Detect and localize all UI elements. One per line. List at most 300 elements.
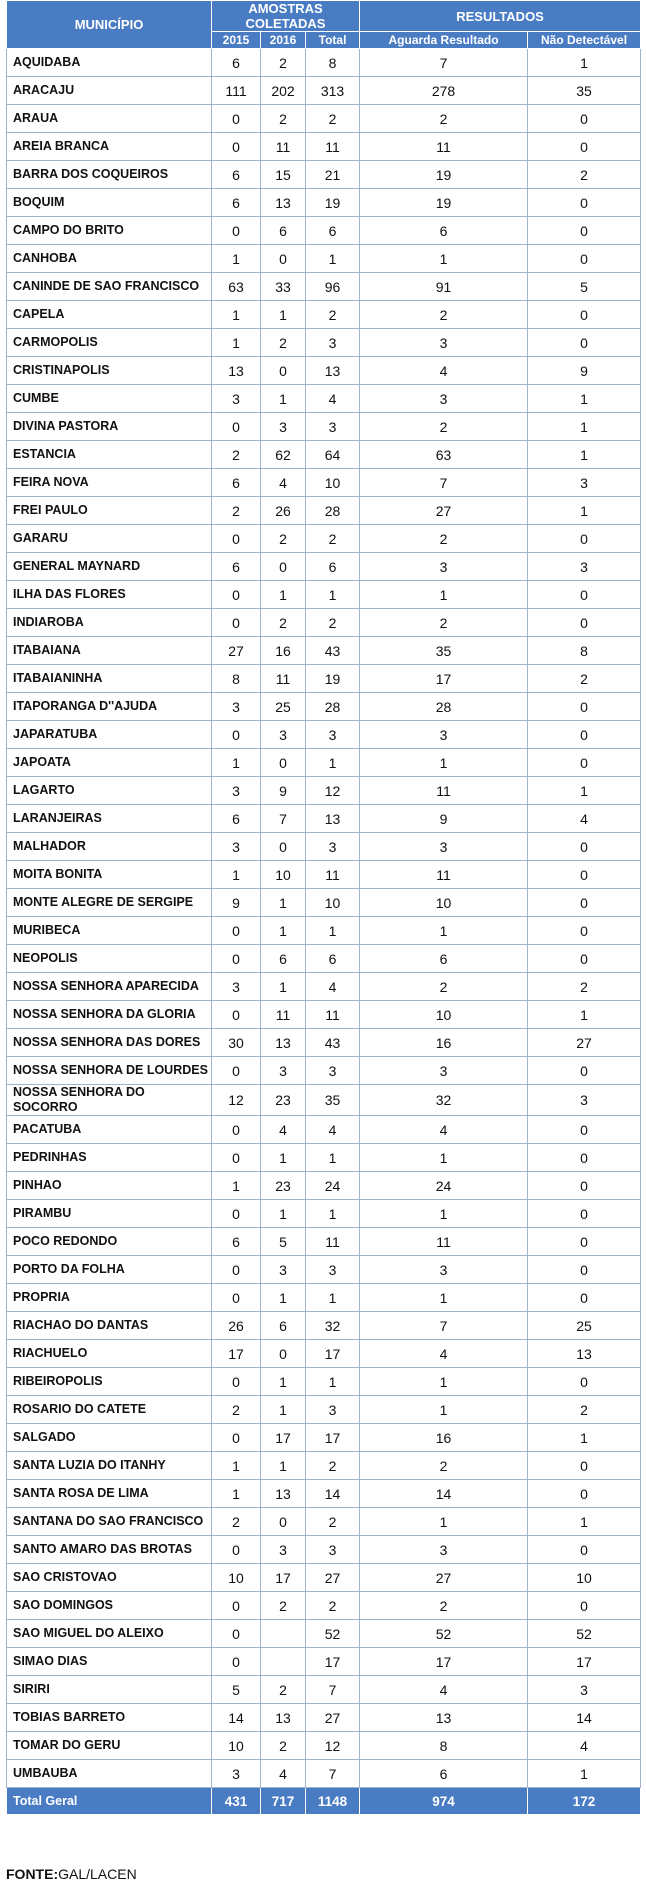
- cell-total: 3: [306, 413, 360, 441]
- cell-v2015: 3: [212, 777, 261, 805]
- cell-nao-detectavel: 4: [528, 1732, 641, 1760]
- cell-v2016: 3: [261, 413, 306, 441]
- table-row: [7, 749, 641, 777]
- cell-nao-detectavel: 0: [528, 525, 641, 553]
- cell-total: 1: [306, 1200, 360, 1228]
- cell-nao-detectavel: 13: [528, 1340, 641, 1368]
- table-row: [7, 273, 641, 301]
- cell-v2016: 4: [261, 469, 306, 497]
- cell-v2016: 202: [261, 77, 306, 105]
- cell-total: 1: [306, 1368, 360, 1396]
- cell-name: BOQUIM: [7, 189, 212, 217]
- cell-v2015: 0: [212, 721, 261, 749]
- cell-name: MONTE ALEGRE DE SERGIPE: [7, 889, 212, 917]
- cell-nao-detectavel: 27: [528, 1029, 641, 1057]
- table-row: [7, 553, 641, 581]
- cell-total: 28: [306, 693, 360, 721]
- cell-nao-detectavel: 0: [528, 1480, 641, 1508]
- table-row: [7, 1144, 641, 1172]
- cell-aguarda: 3: [360, 721, 528, 749]
- cell-nao-detectavel: 10: [528, 1564, 641, 1592]
- header-total: Total: [306, 32, 360, 49]
- cell-aguarda: 3: [360, 1536, 528, 1564]
- cell-name: CARMOPOLIS: [7, 329, 212, 357]
- cell-name: ITABAIANA: [7, 637, 212, 665]
- cell-v2015: 3: [212, 1760, 261, 1788]
- cell-v2016: 6: [261, 945, 306, 973]
- table-row: [7, 1368, 641, 1396]
- cell-name: NOSSA SENHORA DAS DORES: [7, 1029, 212, 1057]
- cell-v2015: 0: [212, 1592, 261, 1620]
- cell-total: 64: [306, 441, 360, 469]
- table-row: [7, 301, 641, 329]
- cell-name: TOMAR DO GERU: [7, 1732, 212, 1760]
- cell-name: CRISTINAPOLIS: [7, 357, 212, 385]
- cell-nao-detectavel: 0: [528, 693, 641, 721]
- table-row: [7, 833, 641, 861]
- cell-v2015: 0: [212, 1620, 261, 1648]
- cell-v2016: 13: [261, 1480, 306, 1508]
- cell-aguarda: 16: [360, 1424, 528, 1452]
- cell-aguarda: 4: [360, 1340, 528, 1368]
- cell-v2016: 1: [261, 1368, 306, 1396]
- cell-total: 2: [306, 105, 360, 133]
- cell-aguarda: 11: [360, 1228, 528, 1256]
- cell-name: FEIRA NOVA: [7, 469, 212, 497]
- cell-v2015: 2: [212, 441, 261, 469]
- cell-nao-detectavel: 4: [528, 805, 641, 833]
- cell-nao-detectavel: 0: [528, 105, 641, 133]
- cell-v2015: 0: [212, 1057, 261, 1085]
- cell-aguarda: 52: [360, 1620, 528, 1648]
- source-note: [6, 1866, 137, 1882]
- cell-total: 6: [306, 553, 360, 581]
- cell-aguarda: 11: [360, 861, 528, 889]
- table-row: [7, 1228, 641, 1256]
- cell-name: SAO CRISTOVAO: [7, 1564, 212, 1592]
- cell-v2016: 11: [261, 1001, 306, 1029]
- footer-2016: 717: [261, 1788, 306, 1815]
- table-body: [7, 49, 641, 1788]
- cell-nao-detectavel: 0: [528, 1592, 641, 1620]
- cell-v2016: 2: [261, 1676, 306, 1704]
- cell-total: 28: [306, 497, 360, 525]
- cell-total: 3: [306, 1396, 360, 1424]
- cell-aguarda: 10: [360, 1001, 528, 1029]
- table-row: [7, 1085, 641, 1116]
- cell-total: 2: [306, 1452, 360, 1480]
- cell-nao-detectavel: 0: [528, 1144, 641, 1172]
- footer-nao-detectavel: 172: [528, 1788, 641, 1815]
- cell-aguarda: 1: [360, 749, 528, 777]
- header-aguarda-resultado: Aguarda Resultado: [360, 32, 528, 49]
- table-row: [7, 1676, 641, 1704]
- cell-name: SALGADO: [7, 1424, 212, 1452]
- cell-name: SIMAO DIAS: [7, 1648, 212, 1676]
- cell-nao-detectavel: 0: [528, 1116, 641, 1144]
- cell-total: 3: [306, 1057, 360, 1085]
- cell-aguarda: 1: [360, 1508, 528, 1536]
- cell-nao-detectavel: 1: [528, 497, 641, 525]
- cell-name: SANTA ROSA DE LIMA: [7, 1480, 212, 1508]
- cell-name: ITABAIANINHA: [7, 665, 212, 693]
- cell-total: 21: [306, 161, 360, 189]
- cell-v2015: 17: [212, 1340, 261, 1368]
- cell-v2016: 26: [261, 497, 306, 525]
- cell-nao-detectavel: 1: [528, 777, 641, 805]
- table-row: [7, 1172, 641, 1200]
- cell-name: BARRA DOS COQUEIROS: [7, 161, 212, 189]
- cell-aguarda: 27: [360, 497, 528, 525]
- cell-total: 3: [306, 721, 360, 749]
- footer-aguarda: 974: [360, 1788, 528, 1815]
- cell-nao-detectavel: 0: [528, 1368, 641, 1396]
- cell-v2015: 0: [212, 1368, 261, 1396]
- cell-v2016: 1: [261, 385, 306, 413]
- cell-v2016: 5: [261, 1228, 306, 1256]
- cell-total: 2: [306, 1592, 360, 1620]
- cell-aguarda: 63: [360, 441, 528, 469]
- source-value: GAL/LACEN: [58, 1866, 137, 1882]
- table-row: [7, 1340, 641, 1368]
- cell-aguarda: 2: [360, 1592, 528, 1620]
- cell-v2016: 6: [261, 1312, 306, 1340]
- cell-v2016: 3: [261, 1057, 306, 1085]
- table-row: [7, 637, 641, 665]
- cell-aguarda: 9: [360, 805, 528, 833]
- cell-aguarda: 4: [360, 1116, 528, 1144]
- cell-aguarda: 17: [360, 1648, 528, 1676]
- table-row: [7, 217, 641, 245]
- cell-aguarda: 32: [360, 1085, 528, 1116]
- cell-v2015: 0: [212, 609, 261, 637]
- cell-aguarda: 1: [360, 1144, 528, 1172]
- cell-v2016: 0: [261, 1340, 306, 1368]
- cell-total: 11: [306, 1228, 360, 1256]
- cell-aguarda: 7: [360, 49, 528, 77]
- cell-v2016: 1: [261, 1396, 306, 1424]
- cell-v2015: 1: [212, 1172, 261, 1200]
- cell-aguarda: 8: [360, 1732, 528, 1760]
- cell-v2016: 4: [261, 1116, 306, 1144]
- cell-aguarda: 3: [360, 1057, 528, 1085]
- cell-nao-detectavel: 35: [528, 77, 641, 105]
- cell-v2016: 13: [261, 1704, 306, 1732]
- cell-v2016: 11: [261, 133, 306, 161]
- cell-v2015: 0: [212, 217, 261, 245]
- table-row: [7, 609, 641, 637]
- cell-total: 27: [306, 1704, 360, 1732]
- cell-nao-detectavel: 0: [528, 833, 641, 861]
- cell-v2015: 9: [212, 889, 261, 917]
- cell-aguarda: 27: [360, 1564, 528, 1592]
- cell-v2016: 0: [261, 833, 306, 861]
- cell-nao-detectavel: 0: [528, 189, 641, 217]
- table-row: [7, 805, 641, 833]
- cell-nao-detectavel: 0: [528, 581, 641, 609]
- cell-aguarda: 3: [360, 1256, 528, 1284]
- cell-v2016: 2: [261, 105, 306, 133]
- cell-v2016: 1: [261, 1200, 306, 1228]
- cell-total: 19: [306, 665, 360, 693]
- cell-name: AQUIDABA: [7, 49, 212, 77]
- footer-total: 1148: [306, 1788, 360, 1815]
- cell-total: 35: [306, 1085, 360, 1116]
- table-row: [7, 861, 641, 889]
- cell-v2016: 1: [261, 1144, 306, 1172]
- cell-total: 4: [306, 1116, 360, 1144]
- cell-nao-detectavel: 52: [528, 1620, 641, 1648]
- cell-v2016: 2: [261, 329, 306, 357]
- cell-aguarda: 4: [360, 357, 528, 385]
- cell-v2016: 2: [261, 1592, 306, 1620]
- table-row: [7, 777, 641, 805]
- header-2015: 2015: [212, 32, 261, 49]
- cell-v2016: 23: [261, 1085, 306, 1116]
- table-row: [7, 693, 641, 721]
- cell-name: AREIA BRANCA: [7, 133, 212, 161]
- cell-nao-detectavel: 1: [528, 1508, 641, 1536]
- cell-aguarda: 2: [360, 105, 528, 133]
- cell-v2015: 5: [212, 1676, 261, 1704]
- table-row: [7, 1424, 641, 1452]
- table-row: [7, 1057, 641, 1085]
- cell-v2016: 25: [261, 693, 306, 721]
- cell-nao-detectavel: 0: [528, 245, 641, 273]
- table-row: [7, 1200, 641, 1228]
- cell-v2016: [261, 1620, 306, 1648]
- cell-v2016: 1: [261, 1284, 306, 1312]
- table-row: [7, 1029, 641, 1057]
- cell-total: 1: [306, 917, 360, 945]
- cell-nao-detectavel: 8: [528, 637, 641, 665]
- cell-v2016: 0: [261, 1508, 306, 1536]
- cell-v2016: 1: [261, 889, 306, 917]
- cell-total: 3: [306, 1536, 360, 1564]
- cell-v2015: 6: [212, 469, 261, 497]
- cell-name: MURIBECA: [7, 917, 212, 945]
- table-row: [7, 1620, 641, 1648]
- cell-v2016: 9: [261, 777, 306, 805]
- cell-aguarda: 1: [360, 917, 528, 945]
- cell-name: ILHA DAS FLORES: [7, 581, 212, 609]
- cell-aguarda: 278: [360, 77, 528, 105]
- cell-aguarda: 3: [360, 553, 528, 581]
- cell-name: JAPOATA: [7, 749, 212, 777]
- cell-name: NOSSA SENHORA DO SOCORRO: [7, 1085, 212, 1116]
- table-row: [7, 889, 641, 917]
- cell-v2015: 1: [212, 749, 261, 777]
- table-row: [7, 1256, 641, 1284]
- cell-name: CAMPO DO BRITO: [7, 217, 212, 245]
- cell-v2015: 6: [212, 805, 261, 833]
- cell-v2016: 23: [261, 1172, 306, 1200]
- cell-v2015: 0: [212, 581, 261, 609]
- cell-v2016: 3: [261, 1256, 306, 1284]
- cell-nao-detectavel: 3: [528, 469, 641, 497]
- cell-v2015: 6: [212, 189, 261, 217]
- cell-nao-detectavel: 17: [528, 1648, 641, 1676]
- cell-v2015: 0: [212, 1536, 261, 1564]
- cell-aguarda: 11: [360, 777, 528, 805]
- table-footer: [7, 1788, 641, 1815]
- cell-v2016: 2: [261, 1732, 306, 1760]
- cell-name: GENERAL MAYNARD: [7, 553, 212, 581]
- table-row: [7, 581, 641, 609]
- cell-name: RIBEIROPOLIS: [7, 1368, 212, 1396]
- cell-total: 1: [306, 749, 360, 777]
- cell-nao-detectavel: 0: [528, 749, 641, 777]
- cell-nao-detectavel: 0: [528, 1256, 641, 1284]
- header-resultados: RESULTADOS: [360, 1, 641, 32]
- table-row: [7, 917, 641, 945]
- cell-total: 10: [306, 889, 360, 917]
- cell-v2015: 1: [212, 329, 261, 357]
- cell-name: PACATUBA: [7, 1116, 212, 1144]
- cell-name: TOBIAS BARRETO: [7, 1704, 212, 1732]
- cell-total: 32: [306, 1312, 360, 1340]
- cell-total: 52: [306, 1620, 360, 1648]
- table-row: [7, 525, 641, 553]
- cell-aguarda: 13: [360, 1704, 528, 1732]
- cell-v2015: 0: [212, 105, 261, 133]
- table-row: [7, 721, 641, 749]
- cell-nao-detectavel: 0: [528, 1172, 641, 1200]
- cell-name: CUMBE: [7, 385, 212, 413]
- cell-nao-detectavel: 14: [528, 1704, 641, 1732]
- cell-total: 1: [306, 1144, 360, 1172]
- cell-aguarda: 3: [360, 329, 528, 357]
- header-municipio: MUNICÍPIO: [7, 1, 212, 49]
- cell-v2015: 12: [212, 1085, 261, 1116]
- cell-total: 7: [306, 1760, 360, 1788]
- cell-v2016: 10: [261, 861, 306, 889]
- cell-name: DIVINA PASTORA: [7, 413, 212, 441]
- cell-total: 4: [306, 973, 360, 1001]
- cell-name: NOSSA SENHORA APARECIDA: [7, 973, 212, 1001]
- cell-nao-detectavel: 0: [528, 1536, 641, 1564]
- table-row: [7, 1732, 641, 1760]
- cell-total: 11: [306, 861, 360, 889]
- cell-aguarda: 14: [360, 1480, 528, 1508]
- cell-name: NOSSA SENHORA DA GLORIA: [7, 1001, 212, 1029]
- cell-v2016: 15: [261, 161, 306, 189]
- table-row: [7, 105, 641, 133]
- cell-v2015: 3: [212, 385, 261, 413]
- cell-name: CAPELA: [7, 301, 212, 329]
- footer-2015: 431: [212, 1788, 261, 1815]
- table-row: [7, 469, 641, 497]
- cell-aguarda: 91: [360, 273, 528, 301]
- cell-v2015: 1: [212, 1480, 261, 1508]
- cell-v2015: 0: [212, 1648, 261, 1676]
- cell-name: PIRAMBU: [7, 1200, 212, 1228]
- table-row: [7, 441, 641, 469]
- cell-aguarda: 3: [360, 385, 528, 413]
- cell-nao-detectavel: 2: [528, 665, 641, 693]
- table-row: [7, 1396, 641, 1424]
- cell-total: 6: [306, 945, 360, 973]
- header-nao-detectavel: Não Detectável: [528, 32, 641, 49]
- table-row: [7, 1116, 641, 1144]
- cell-v2016: 3: [261, 721, 306, 749]
- cell-aguarda: 7: [360, 469, 528, 497]
- cell-v2015: 1: [212, 245, 261, 273]
- cell-v2015: 30: [212, 1029, 261, 1057]
- cell-aguarda: 4: [360, 1676, 528, 1704]
- cell-v2015: 6: [212, 1228, 261, 1256]
- cell-name: SANTANA DO SAO FRANCISCO: [7, 1508, 212, 1536]
- cell-name: SAO DOMINGOS: [7, 1592, 212, 1620]
- cell-v2015: 1: [212, 861, 261, 889]
- cell-v2015: 2: [212, 497, 261, 525]
- cell-total: 43: [306, 1029, 360, 1057]
- cell-v2016: 1: [261, 917, 306, 945]
- cell-v2016: 0: [261, 357, 306, 385]
- footer-total-label: Total Geral: [7, 1788, 212, 1815]
- cell-v2016: 3: [261, 1536, 306, 1564]
- cell-v2015: 3: [212, 693, 261, 721]
- table-row: [7, 665, 641, 693]
- cell-v2015: 0: [212, 1284, 261, 1312]
- cell-name: SANTA LUZIA DO ITANHY: [7, 1452, 212, 1480]
- cell-total: 12: [306, 777, 360, 805]
- cell-v2015: 0: [212, 413, 261, 441]
- cell-nao-detectavel: 25: [528, 1312, 641, 1340]
- cell-nao-detectavel: 0: [528, 917, 641, 945]
- cell-v2016: 1: [261, 301, 306, 329]
- cell-name: ARAUA: [7, 105, 212, 133]
- cell-aguarda: 10: [360, 889, 528, 917]
- cell-nao-detectavel: 2: [528, 161, 641, 189]
- header-2016: 2016: [261, 32, 306, 49]
- table-row: [7, 1001, 641, 1029]
- cell-nao-detectavel: 1: [528, 385, 641, 413]
- cell-aguarda: 1: [360, 1284, 528, 1312]
- table-row: [7, 133, 641, 161]
- cell-name: RIACHAO DO DANTAS: [7, 1312, 212, 1340]
- cell-nao-detectavel: 0: [528, 721, 641, 749]
- cell-v2015: 10: [212, 1732, 261, 1760]
- cell-total: 96: [306, 273, 360, 301]
- table-row: [7, 1760, 641, 1788]
- cell-v2015: 3: [212, 833, 261, 861]
- cell-nao-detectavel: 1: [528, 1760, 641, 1788]
- table-row: [7, 1564, 641, 1592]
- cell-v2015: 26: [212, 1312, 261, 1340]
- source-label: FONTE:: [6, 1866, 59, 1882]
- cell-total: 4: [306, 385, 360, 413]
- cell-aguarda: 16: [360, 1029, 528, 1057]
- table-row: [7, 1284, 641, 1312]
- cell-v2015: 6: [212, 553, 261, 581]
- cell-name: CANHOBA: [7, 245, 212, 273]
- cell-total: 27: [306, 1564, 360, 1592]
- table-row: [7, 357, 641, 385]
- cell-aguarda: 7: [360, 1312, 528, 1340]
- cell-v2015: 27: [212, 637, 261, 665]
- cell-total: 2: [306, 1508, 360, 1536]
- cell-v2015: 10: [212, 1564, 261, 1592]
- cell-aguarda: 17: [360, 665, 528, 693]
- results-table: [6, 0, 641, 1815]
- cell-v2015: 14: [212, 1704, 261, 1732]
- cell-aguarda: 1: [360, 1368, 528, 1396]
- cell-v2015: 6: [212, 49, 261, 77]
- cell-name: SAO MIGUEL DO ALEIXO: [7, 1620, 212, 1648]
- cell-nao-detectavel: 0: [528, 217, 641, 245]
- cell-total: 17: [306, 1424, 360, 1452]
